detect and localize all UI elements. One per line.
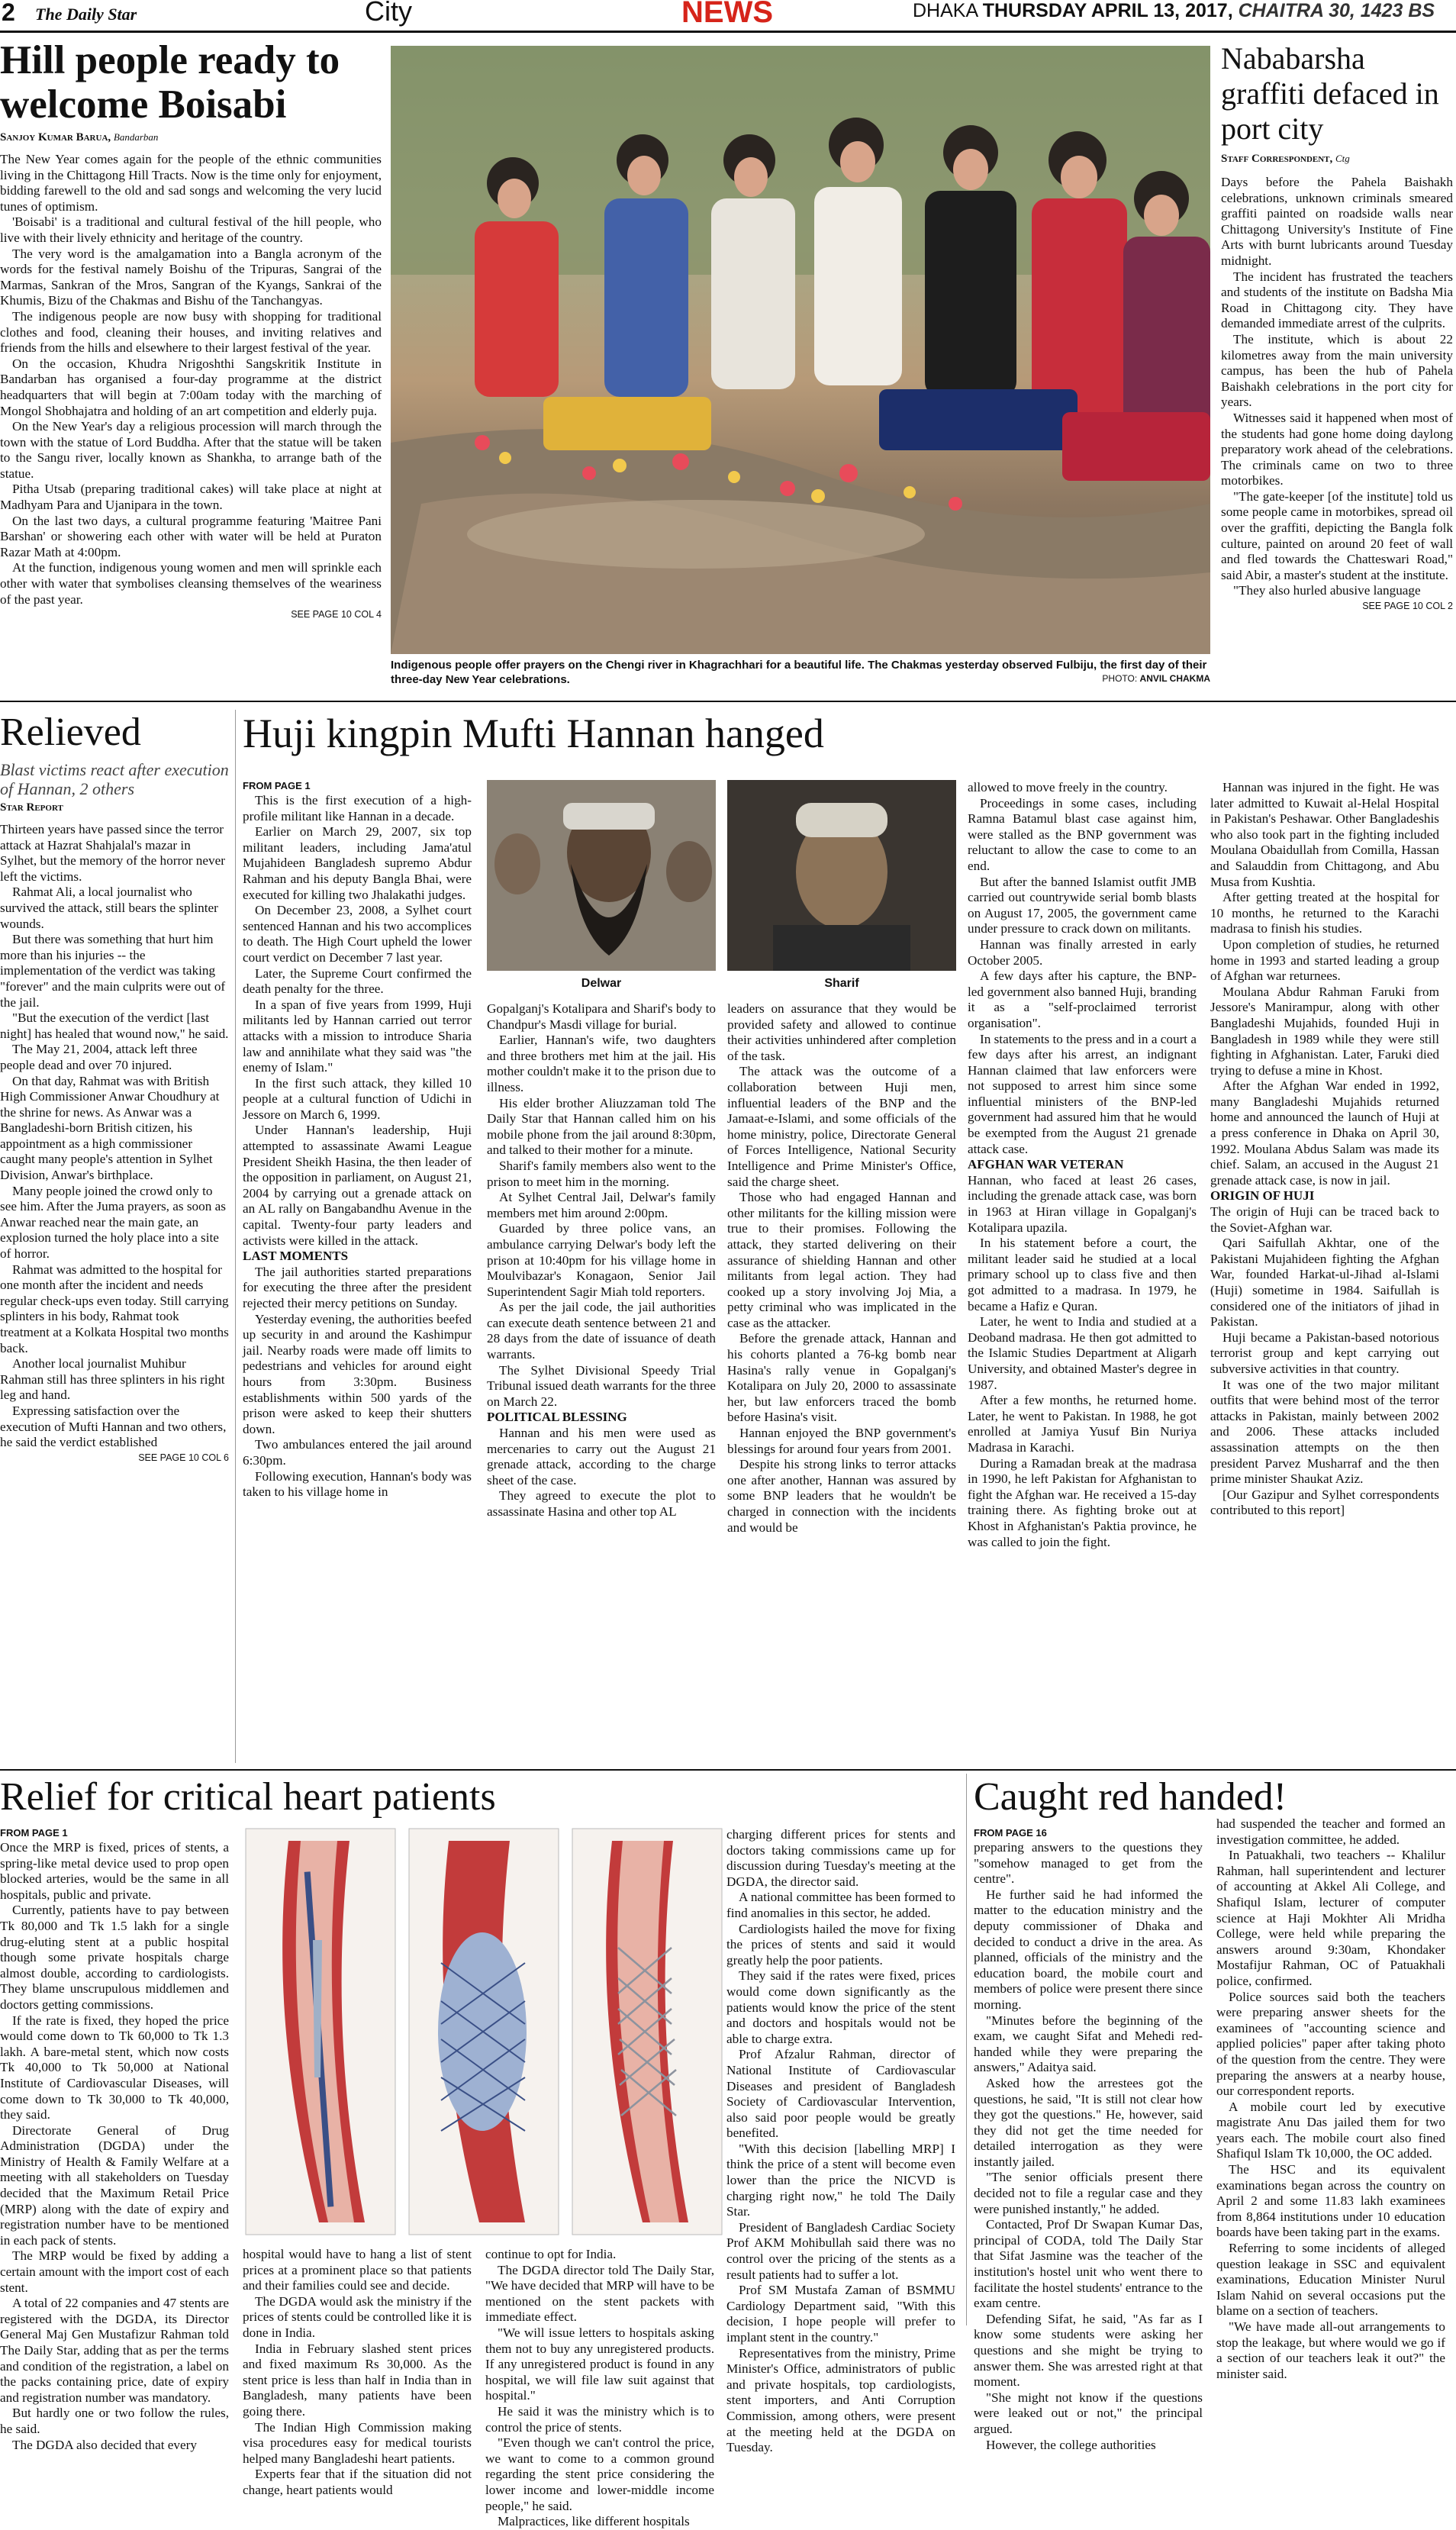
paragraph: On the New Year's day a religious procession will march through the town with the statue of Lord Buddha. After that the statue will be taken to the Sangu river, locally known as Shankha, to arrange bath of the statue. xyxy=(0,419,382,481)
paragraph: Experts fear that if the situation did not change, heart patients would xyxy=(243,2467,472,2497)
paragraph: Despite his strong links to terror attacks one after another, Hannan was assured by some BNP leaders that he wouldn't be charged in connection with the incidents and would be xyxy=(727,1457,956,1535)
from-page: FROM PAGE 16 xyxy=(974,1827,1047,1839)
headline-huji: Huji kingpin Mufti Hannan hanged xyxy=(243,711,824,756)
photo-credit xyxy=(1045,673,1210,684)
paragraph: Yesterday evening, the authorities beefed up security in and around the Kashimpur jail. Nearby roads were made off limits to pedestrians and vehicles for around eight hours from 3:30pm. Business establishments within 500 yards of the prison were asked to keep their shutters down. xyxy=(243,1311,472,1436)
stents-col1-text xyxy=(0,1840,229,2453)
huji-column-3 xyxy=(727,1001,956,1536)
paragraph: "She might not know if the questions were leaked out or not," the principal argued. xyxy=(974,2390,1203,2436)
paragraph: The Indian High Commission making visa procedures easy for medical tourists helped many Bangladeshi heart patients. xyxy=(243,2419,472,2466)
paragraph: A mobile court led by executive magistrate Anu Das jailed them for two years each. The mobile court also fined Shafiqul Islam Tk 10,000, the OC added. xyxy=(1216,2099,1445,2161)
paragraph: Earlier, Hannan's wife, two daughters and three brothers met him at the jail. His mother couldn't make it to the prison due to illness. xyxy=(487,1033,717,1094)
paragraph: If the rate is fixed, they hoped the price would come down to Tk 60,000 to Tk 1.3 lakh. A bare-metal stent, which now costs Tk 40,000 to Tk 50,000 at National Institute of Cardiovascular Diseases, will come down to Tk 30,000 to Tk 40,000, they said. xyxy=(0,2013,229,2122)
headline-graffiti: Nababarsha graffiti defaced in port city xyxy=(1221,41,1439,146)
caption-text: Indigenous people offer prayers on the Chengi river in Khagrachhari for a beautiful life. The Chakmas yesterday observed Fulbiju, the first day of their three-day New Year celebrations. xyxy=(391,659,1207,686)
paragraph: preparing answers to the questions they "somehow managed to get from the centre". xyxy=(974,1840,1203,1887)
paragraph: "Minutes before the beginning of the exam, we caught Sifat and Mehedi red-handed while they were preparing the answers," Adaitya said. xyxy=(974,2013,1203,2075)
paragraph: Earlier on March 29, 2007, six top militant leaders, including Jama'atul Mujahideen Bangladesh supremo Abdur Rahman and his deputy Bangla Bhai, were executed for killing two Jhalakathi judges. xyxy=(243,824,472,902)
stents-column-4 xyxy=(726,1827,955,2456)
paper-name-logo: The Daily Star xyxy=(35,5,137,24)
photo-delwar-illustration xyxy=(487,780,716,971)
paragraph: The MRP would be fixed by adding a certain amount with the import cost of each stent. xyxy=(0,2248,229,2295)
section-name: City xyxy=(365,0,412,27)
paragraph: [Our Gazipur and Sylhet correspondents contributed to this report] xyxy=(1210,1487,1439,1518)
huji-column-2 xyxy=(487,1001,716,1520)
paragraph: 'Boisabi' is a traditional and cultural festival of the hill people, who live with their lively ethnicity and heritage of the country. xyxy=(0,214,382,245)
paragraph: The indigenous people are now busy with shopping for traditional clothes and food, cleaning their houses, and inviting relatives and friends from the hills and elsewhere to their largest festival of the year. xyxy=(0,308,382,356)
paragraph: A national committee has been formed to find anomalies in this sector, he added. xyxy=(726,1890,955,1920)
paragraph: In the first such attack, they killed 10 people at a cultural function of Udichi in Jessore on March 6, 1999. xyxy=(243,1075,472,1122)
paragraph: Before the grenade attack, Hannan and his cohorts planted a 76-kg bomb near Hasina's rally venue in Gopalganj's Kotalipara on July 20, 2000 to assassinate her, but law enforcers traced the bomb before Hasina's visit. xyxy=(727,1331,956,1425)
paragraph: After the Afghan War ended in 1992, many Bangladeshi Mujahids returned home and announced the launch of Huji at a press conference in Dhaka on April 30, 1992. Moulana Abdus Salam was made its chief. Salam, an accused in the August 21 grenade attack case, is now in jail. xyxy=(1210,1078,1439,1188)
dateline-date: THURSDAY APRIL 13, 2017, xyxy=(982,0,1233,21)
paragraph: Witnesses said it happened when most of the students had gone home doing daylong preparatory work ahead of the celebrations. The criminals came on two to three motorbikes. xyxy=(1221,410,1453,488)
lead-photo-river-prayer xyxy=(391,46,1210,654)
paragraph: "But the execution of the verdict [last night] has healed that wound now," he said. xyxy=(0,1010,229,1041)
paragraph: Representatives from the ministry, Prime Minister's Office, administrators of public and private hospitals, top cardiologists, stent importers, and Anti Corruption Commission, among others, were present at the meeting held at the DGDA on Tuesday. xyxy=(726,2345,955,2455)
paragraph: A total of 22 companies and 47 stents are registered with the DGDA, its Director General Maj Gen Mustafizur Rahman told The Daily Star, adding that as per the terms and condition of the registration, a label on the packs containing price, date of expiry and registration number was mandatory. xyxy=(0,2296,229,2405)
paragraph: "We will issue letters to hospitals asking them not to buy any unregistered products. If any unregistered product is found in any hospital, we will file law suit against that hospital." xyxy=(485,2325,714,2403)
dateline xyxy=(913,0,1435,22)
byline-name: Sanjoy Kumar Barua, xyxy=(0,131,111,143)
paragraph: had suspended the teacher and formed an investigation committee, he added. xyxy=(1216,1816,1445,1847)
photo-label-sharif: Sharif xyxy=(824,977,859,990)
photo-label-delwar: Delwar xyxy=(581,977,622,990)
paragraph: A few days after his capture, the BNP-led government also banned Huji, branding it as a "self-proclaimed terrorist organisation". xyxy=(968,968,1197,1030)
paragraph: Directorate General of Drug Administration (DGDA) under the Ministry of Health & Family Welfare at a meeting with all stakeholders on Tuesday decided that the Maximum Retail Price (MRP) along with the date of expiry and registration number have to be mentioned in each pack of stents. xyxy=(0,2122,229,2248)
paragraph: This is the first execution of a high-profile militant like Hannan in a decade. xyxy=(243,793,472,823)
caught-col1-text xyxy=(974,1840,1203,2453)
body-graffiti xyxy=(1221,175,1453,599)
paragraph: Hannan, who faced at least 26 cases, including the grenade attack case, was born in 1963 at Hiran village in Gopalganj's Kotalipara upazila. xyxy=(968,1172,1197,1235)
paragraph: Moulana Abdur Rahman Faruki from Jessore's Manirampur, along with other Bangladeshi Mujahids, founded Huji in Bangladesh in 1989 while they were still fighting in Afghanistan. Later, Faruki died trying to defuse a mine in Khost. xyxy=(1210,984,1439,1078)
paragraph: At Sylhet Central Jail, Delwar's family members met him around 2:00pm. xyxy=(487,1190,716,1220)
paragraph: continue to opt for India. xyxy=(485,2247,617,2261)
paragraph: After getting treated at the hospital for 10 months, he returned to the Karachi madrasa to finish his studies. xyxy=(1210,890,1439,936)
subhead-relieved: Blast victims react after execution of Hannan, 2 others xyxy=(0,760,229,798)
paragraph: On that day, Rahmat was with British High Commissioner Anwar Choudhury at the shrine for news. As Anwar was a Bangladeshi-born British citizen, his appointment as a high commissioner caught many people's attention in Sylhet Division, Anwar's birthplace. xyxy=(0,1073,220,1183)
paragraph: hospital would have to hang a list of stent prices at a prominent place so that patients and their families could see and decide. xyxy=(243,2247,472,2293)
byline-place: Ctg xyxy=(1335,153,1350,164)
paragraph: Gopalganj's Kotalipara and Sharif's body to Chandpur's Masdi village for burial. xyxy=(487,1001,716,1032)
paragraph: He further said he had informed the matter to the education ministry and the deputy commissioner of Dhaka and decided to conduct a drive in the area. As planned, officials of the ministry and the education board, the mobile court and members of police were present there since morning. xyxy=(974,1887,1203,2012)
section-tag: NEWS xyxy=(681,0,773,29)
column-rule xyxy=(235,710,236,1763)
subheading: LAST MOMENTS xyxy=(243,1249,349,1264)
paragraph: "They also hurled abusive language xyxy=(1233,583,1421,598)
paragraph: The incident has frustrated the teachers and students of the institute on Badsha Mia Road in Chittagong city. They have demanded immediate arrest of the culprits. xyxy=(1221,269,1453,331)
paragraph: Defending Sifat, he said, "As far as I know some students were asking her questions and she might be trying to answer them. She was arrested right at that moment. xyxy=(974,2311,1203,2390)
paragraph: Police sources said both the teachers were preparing answer sheets for the examinees of "accounting science and applied policies" paper after taking photo of the question from the centre. They were preparing the answers at a nearby house, our correspondent reports. xyxy=(1216,1989,1445,2099)
masthead-rule xyxy=(0,31,1456,33)
paragraph: Referring to some incidents of alleged question leakage in SSC and equivalent examinations, Education Minister Nurul Islam Nahid on several occasions put the blame on a section of teachers. xyxy=(1216,2241,1445,2319)
paragraph: Days before the Pahela Baishakh celebrations, unknown criminals smeared graffiti painted on roadside walls near Chittagong University's Institute of Fine Arts with burnt lubricants around Tuesday midnight. xyxy=(1221,175,1453,268)
story-graffiti xyxy=(1221,41,1453,611)
paragraph: The origin of Huji can be traced back to the Soviet-Afghan war. xyxy=(1210,1204,1439,1235)
paragraph: In statements to the press and in a court a few days after his arrest, an indignant Hannan claimed that law enforcers were not supposed to arrest him since some influential ministers of the BNP-led government had assured him that he would be exempted from the August 21 grenade attack case. xyxy=(968,1031,1197,1156)
paragraph: Sharif's family members also went to the prison to meet him in the morning. xyxy=(487,1158,716,1189)
paragraph: "With this decision [labelling MRP] I think the price of a stent will become even lower than the price the NICVD is charging right now," he told The Daily Star. xyxy=(726,2141,955,2219)
photo-credit-name: ANVIL CHAKMA xyxy=(1139,673,1210,684)
paragraph: charging different prices for stents and doctors taking commissions came up for discussion during Tuesday's meeting at the DGDA, the director said. xyxy=(726,1827,955,1889)
headline-stents: Relief for critical heart patients xyxy=(0,1775,496,1819)
paragraph: Thirteen years have passed since the terror attack at Hazrat Shahjalal's mazar in Sylhet, but the memory of the horror never left the victims. xyxy=(0,822,225,884)
paragraph: He said it was the ministry which is to control the price of stents. xyxy=(485,2403,714,2435)
paragraph: Rahmat Ali, a local journalist who survived the attack, still bears the splinter wounds. xyxy=(0,885,218,931)
paragraph: At the function, indigenous young women and men will sprinkle each other with water that symbolises cleansing themselves of the weariness of the past year. xyxy=(0,560,382,607)
huji-column-1 xyxy=(243,780,472,1500)
paragraph: Hannan was injured in the fight. He was later admitted to Kuwait al-Helal Hospital in Pakistan's Peshawar. Other Bangladeshis who also took part in the fighting included Moulana Obaidullah from Comilla, Hassan and Salauddin from Chittagong, and Abu Musa from Kushtia. xyxy=(1210,780,1439,889)
paragraph: India in February slashed stent prices and fixed maximum Rs 30,000. As the stent price is less than half in India than in Bangladesh, many patients have been going there. xyxy=(243,2341,472,2419)
paragraph: Under Hannan's leadership, Huji attempted to assassinate Awami League President Sheikh Hasina, the then leader of the opposition in parliament, on August 21, 2004 by carrying out a grenade attack on an AL rally on Bangabandhu Avenue in the capital. Twenty-four party leaders and activists were killed in the attack. xyxy=(243,1123,472,1248)
paragraph: Pitha Utsab (preparing traditional cakes) will take place at night at Madhyam Para and Ujanipara in the town. xyxy=(0,482,382,513)
byline-name: Staff Correspondent, xyxy=(1221,153,1333,165)
paragraph: Hannan enjoyed the BNP government's blessings for around four years from 2001. xyxy=(727,1426,956,1456)
paragraph: "We have made all-out arrangements to stop the leakage, but where would we go if a section of our teachers leak it out?" the minister said. xyxy=(1216,2319,1445,2381)
see-page-link[interactable]: SEE PAGE 10 COL 6 xyxy=(138,1452,229,1463)
masthead xyxy=(0,0,1456,31)
paragraph: leaders on assurance that they would be provided safety and allowed to continue their activities unhindered after completion of the task. xyxy=(727,1001,956,1063)
paragraph: Asked how the arrestees got the questions, he said, "It is still not clear how they got the questions." He, however, said they did not get the time needed for detailed interrogation as they were instantly jailed. xyxy=(974,2075,1203,2169)
paragraph: President of Bangladesh Cardiac Society Prof AKM Mohibullah said there was no control over the pricing of the stents as a result patients had to suffer a lot. xyxy=(726,2219,955,2282)
story-relieved xyxy=(0,710,229,1463)
section-rule xyxy=(0,701,1456,702)
huji-column-4 xyxy=(968,780,1197,1550)
paragraph: "The gate-keeper [of the institute] told us some people came in motorbikes, spread oil over the graffiti, depicting the Bangla folk culture, painted on around 20 feet of wall and fled towards the Chatteswari Road," said Abir, a master's student at the institute. xyxy=(1221,488,1453,582)
photo-sharif-illustration xyxy=(727,780,956,971)
story-boisabi xyxy=(0,38,382,620)
paragraph: Cardiologists hailed the move for fixing the prices of stents and said it would greatly help the poor patients. xyxy=(726,1921,955,1968)
headline-relieved: Relieved xyxy=(0,711,141,754)
subheading: AFGHAN WAR VETERAN xyxy=(968,1157,1124,1172)
paragraph: Malpractices, like different hospitals xyxy=(498,2514,690,2529)
paragraph: Prof SM Mustafa Zaman of BSMMU Cardiology Department said, "With this decision, I hope people will prefer to implant stent in the country." xyxy=(726,2283,955,2345)
paragraph: The attack was the outcome of a collaboration between Huji men, influential leaders of the BNP and the Jamaat-e-Islami, and some officials of the home ministry, police, Directorate General of Forces Intelligence, National Security Intelligence and Prime Minister's Office, said the charge sheet. xyxy=(727,1064,956,1189)
paragraph: After a few months, he returned home. Later, he went to Pakistan. In 1988, he got enrolled at Jamiya Yusuf Bin Nuriya Madrasa in Karachi. xyxy=(968,1393,1197,1455)
stents-column-1 xyxy=(0,1827,229,2453)
byline-relieved: Star Report xyxy=(0,801,63,814)
dateline-bangla: CHAITRA 30, 1423 BS xyxy=(1238,0,1435,21)
byline-place: Bandarban xyxy=(113,131,159,143)
from-page: FROM PAGE 1 xyxy=(243,780,311,791)
caught-column-1 xyxy=(974,1827,1203,2453)
story-stents xyxy=(0,1774,963,2529)
section-rule xyxy=(0,1769,1456,1771)
paragraph: The jail authorities started preparations for executing the three after the president rejected their mercy petitions on Sunday. xyxy=(243,1264,472,1310)
paragraph: On the last two days, a cultural programme featuring 'Maitree Pani Barshan' or showering each other with water will be held at Puraton Razar Math at 4:00pm. xyxy=(0,513,382,559)
paragraph: allowed to move freely in the country. xyxy=(968,780,1168,794)
caught-column-2 xyxy=(1216,1816,1445,2382)
paragraph: The New Year comes again for the people of the ethnic communities living in the Chittagong Hill Tracts. Now is the time only for enjoyment, bidding farewell to the old and sad songs and welcoming the very lucid tunes of optimism. xyxy=(0,152,382,214)
column-rule xyxy=(966,1774,967,2325)
paragraph: His elder brother Aliuzzaman told The Daily Star that Hannan called him on his mobile phone from the jail around 8:30pm, and talked to their mother for a minute. xyxy=(487,1095,716,1158)
see-page-link[interactable]: SEE PAGE 10 COL 4 xyxy=(291,609,382,620)
paragraph: Later, he went to India and studied at a Deoband madrasa. He then got admitted to the Islamic Studies Department at Aligarh University, and obtained Master's degree in 1987. xyxy=(968,1314,1197,1392)
paragraph: In his statement before a court, the militant leader said he studied at a local primary school up to class five and then got admitted to a madrasa. In 1979, he became a Hafiz e Quran. xyxy=(968,1236,1197,1313)
paragraph: "The senior officials present there decided not to file a regular case and they were punished instantly," he added. xyxy=(974,2170,1203,2216)
paragraph: The Sylhet Divisional Speedy Trial Tribunal issued death warrants for the three on March 22. xyxy=(487,1362,716,1409)
paragraph: In Patuakhali, two teachers -- Khalilur Rahman, hall superintendent and lecturer of accounting at Akkel Ali College, and Shafiqul Islam, lecturer of computer science at Haji Mokhter Ali Mridha College, were held while preparing the answers around 9:30am, Khondaker Mostafijur Rahman, OC of Patuakhali police, confirmed. xyxy=(1216,1848,1445,1988)
paragraph: Rahmat was admitted to the hospital for one month after the incident and needs regular check-ups even today. Still carrying splinters in his body, Rahmat took treatment at a Kolkata Hospital two months back. xyxy=(0,1262,229,1355)
paragraph: They said if the rates were fixed, prices would come down significantly as the patients would know the price of the stent and doctors and hospitals would not be able to charge extra. xyxy=(726,1968,955,2046)
headline-caught: Caught red handed! xyxy=(974,1775,1287,1819)
paragraph: Hannan was finally arrested in early October 2005. xyxy=(968,936,1197,968)
paragraph: Hannan and his men were used as mercenaries to carry out the August 21 grenade attack, according to the charge sheet of the case. xyxy=(487,1426,716,1487)
paragraph: On December 23, 2008, a Sylhet court sentenced Hannan and his two accomplices to death. The High Court upheld the lower court verdict on December 7 last year. xyxy=(243,903,472,965)
story-huji xyxy=(243,710,1456,1763)
paragraph: Following execution, Hannan's body was taken to his village home in xyxy=(243,1468,472,1500)
paragraph: Guarded by three police vans, an ambulance carrying Delwar's body left the prison at 10:40pm for his village home in Moulvibazar's Konagaon, Senior Jail Superintendent Sagir Miah told reporters. xyxy=(487,1221,716,1299)
paragraph: The May 21, 2004, attack left three people dead and over 70 injured. xyxy=(0,1042,198,1072)
paragraph: Two ambulances entered the jail around 6:30pm. xyxy=(243,1437,472,1468)
paragraph: The HSC and its equivalent examinations began across the country on April 2 and some 11.83 lakh examinees from 8,864 institutions under 10 education boards have been taking part in the exams. xyxy=(1216,2162,1445,2240)
body-boisabi xyxy=(0,152,382,608)
photo-sharif xyxy=(727,780,956,971)
paragraph: Upon completion of studies, he returned home in 1993 and started leading a group of Afghan war returnees. xyxy=(1210,936,1439,984)
stents-column-3 xyxy=(485,2247,714,2530)
photo-credit-label: PHOTO: xyxy=(1102,673,1138,684)
paragraph: During a Ramadan break at the madrasa in 1990, he left Pakistan for Afghanistan to fight the Afghan war. He received a 15-day training there. As fighting broke out at Khost in Afghanistan's Paktia province, he was called to join the fight. xyxy=(968,1455,1197,1549)
story-caught xyxy=(974,1774,1453,2452)
paragraph: Many people joined the crowd only to see him. After the Juma prayers, as soon as Anwar reached near the main gate, an explosion turned the holy place into a site of horror. xyxy=(0,1183,226,1262)
stent-illustration xyxy=(243,1826,725,2238)
byline-graffiti xyxy=(1221,153,1453,166)
paragraph: However, the college authorities xyxy=(986,2437,1156,2452)
paragraph: Prof Afzalur Rahman, director of National Institute of Cardiovascular Diseases and president of Bangladesh Society of Cardiovascular Intervention, also said poor people would be greatly benefited. xyxy=(726,2047,955,2141)
paragraph: Currently, patients have to pay between Tk 80,000 and Tk 1.5 lakh for a single drug-eluting stent at a public hospital though some private hospitals charge almost double, according to cardiologists. They blame unscrupulous middlemen and doctors getting commissions. xyxy=(0,1903,229,2012)
photo-illustration xyxy=(391,46,1210,654)
byline-boisabi xyxy=(0,131,382,144)
paragraph: Those who had engaged Hannan and other militants for the killing mission were true to their promises. Following the attack, they started delivering on their assurance of shielding Hannan and other militants from legal action. They had cooked up a story involving Joj Mia, a petty criminal who was implicated in the case as the attacker. xyxy=(727,1190,956,1330)
paragraph: The institute, which is about 22 kilometres away from the main university campus, has been the hub of Pahela Baishakh celebrations in the port city for years. xyxy=(1221,331,1453,410)
paragraph: The DGDA would ask the ministry if the prices of stents could be controlled like it is done in India. xyxy=(243,2293,472,2340)
paragraph: It was one of the two major militant outfits that were behind most of the terror attacks in Pakistan, mainly between 2002 and 2006. These attacks included assassination attempts on the then president Parvez Musharraf and the then prime minister Shaukat Aziz. xyxy=(1210,1377,1439,1487)
page-number: 2 xyxy=(2,0,15,26)
paragraph: They agreed to execute the plot to assassinate Hasina and other top AL xyxy=(487,1488,716,1519)
paragraph: Proceedings in some cases, including Ramna Batamul blast case against him, were stalled as the BNP government was reluctant to allow the case to come to an end. xyxy=(968,795,1197,873)
paragraph: The DGDA director told The Daily Star, "We have decided that MRP will have to be mentioned on the stent packets with immediate effect. xyxy=(485,2262,714,2325)
body-relieved xyxy=(0,822,229,1451)
paragraph: Another local journalist Muhibur Rahman still has three splinters in his right leg and hand. xyxy=(0,1356,225,1403)
see-page-link[interactable]: SEE PAGE 10 COL 2 xyxy=(1362,601,1453,612)
paragraph: Qari Saifullah Akhtar, one of the Pakistani Mujahideen fighting the Afghan War, founded Harkat-ul-Jihad al-Islami (Huji) sometime in 1984. Saifullah is considered one of the initiators of jihad in Pakistan. xyxy=(1210,1236,1439,1329)
from-page: FROM PAGE 1 xyxy=(0,1827,68,1839)
paragraph: Once the MRP is fixed, prices of stents, a spring-like metal device used to prop open blocked arteries, would be the same in all hospitals, public and private. xyxy=(0,1840,229,1902)
paragraph: In a span of five years from 1999, Huji militants led by Hannan carried out terror attacks with a mission to introduce Sharia law and annihilate what they said was "the enemy of Islam." xyxy=(243,997,472,1075)
paragraph: But there was something that hurt him more than his injuries -- the implementation of the verdict was taking "forever" and the main culprits were out of the jail. xyxy=(0,932,226,1010)
paragraph: Huji became a Pakistan-based notorious terrorist group and kept carrying out subversive activities in that country. xyxy=(1210,1329,1439,1376)
subheading: POLITICAL BLESSING xyxy=(487,1410,627,1425)
paragraph: Expressing satisfaction over the execution of Mufti Hannan and two others, he said the verdict established xyxy=(0,1403,227,1450)
stent-diagram xyxy=(243,1826,725,2238)
headline-boisabi: Hill people ready to welcome Boisabi xyxy=(0,38,340,127)
huji-column-5 xyxy=(1210,780,1439,1519)
paragraph: The very word is the amalgamation into a Bangla acronym of the words for the festival namely Boishu of the Tripuras, Sangrai of the Marmas, Sankran of the Mros, Sangran of the Kyangs, Sankrai of the Khumis, Bizu of the Chakmas and Bishu of the Tanchangyas. xyxy=(0,246,382,308)
huji-col1-text xyxy=(243,793,472,1500)
dateline-city: DHAKA xyxy=(913,0,978,21)
photo-delwar xyxy=(487,780,716,971)
paragraph: As per the jail code, the jail authorities can execute death sentence between 21 and 28 days from the date of issuance of death warrants. xyxy=(487,1300,716,1362)
subheading: ORIGIN OF HUJI xyxy=(1210,1188,1315,1204)
paragraph: But after the banned Islamist outfit JMB carried out countrywide serial bomb blasts on August 17, 2005, the government came under pressure to crack down on militants. xyxy=(968,874,1197,936)
paragraph: Contacted, Prof Dr Swapan Kumar Das, principal of CODA, told The Daily Star that Sifat Jasmine was the teacher of the institution's hostel unit who went there to facilitate the hostel students' entrance to the exam centre. xyxy=(974,2217,1203,2311)
paragraph: The DGDA also decided that every xyxy=(12,2437,197,2452)
paragraph: But hardly one or two follow the rules, he said. xyxy=(0,2406,229,2436)
paragraph: On the occasion, Khudra Nrigoshthi Sangskritik Institute in Bandarban has organised a four-day programme at the district headquarters that will begin at 7:00am today with the marching of Mongol Shobhajatra and holding of an art competition and elderly puja. xyxy=(0,356,382,418)
paragraph: "Even though we can't control the price, we want to come to a common ground regarding the stent price considering the lower income and lower-middle income people," he said. xyxy=(485,2435,714,2513)
stents-column-2 xyxy=(243,2247,472,2499)
paragraph: Later, the Supreme Court confirmed the death penalty for the three. xyxy=(243,965,472,997)
